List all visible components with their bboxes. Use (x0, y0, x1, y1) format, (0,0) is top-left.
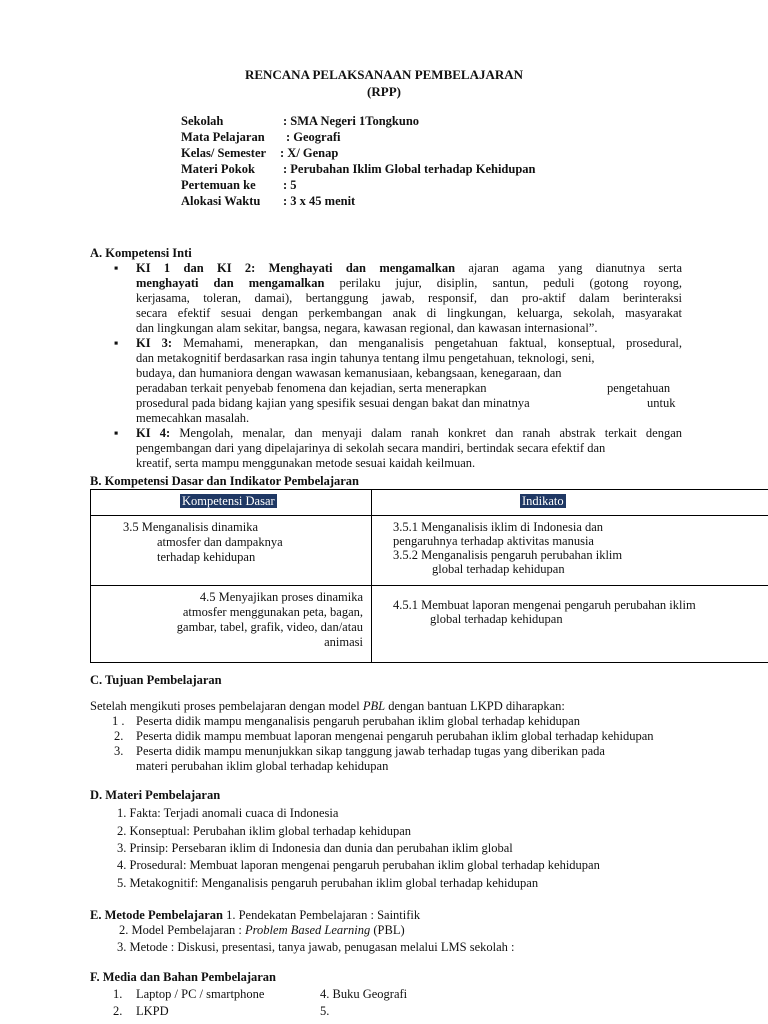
kd-3-5-line3: terhadap kehidupan (157, 550, 256, 564)
identity-value-time: : 3 x 45 menit (283, 194, 356, 208)
identity-value-subject: : Geografi (286, 130, 341, 144)
bullet-ki3: ▪ (114, 336, 119, 350)
document-title: RENCANA PELAKSANAAN PEMBELAJARAN (244, 67, 524, 82)
goal-3-text: Peserta didik mampu menunjukkan sikap tanggung jawab terhadap tugas yang diberikan pada (136, 744, 605, 758)
section-c-intro: Setelah mengikuti proses pembelajaran dengan model PBL dengan bantuan LKPD diharapkan: (90, 699, 565, 713)
section-a-heading: A. Kompetensi Inti (90, 246, 192, 260)
ki1-line1: KI 1 dan KI 2: Menghayati dan mengamalkan ajaran agama yang dianutnya serta (136, 261, 682, 275)
ki1-line3: kerjasama, toleran, damai), bertanggung jawab, responsif, dan pro-aktif dalam berinteraksi (136, 291, 682, 305)
ki3-line1: KI 3: Memahami, menerapkan, dan menganalisis pengetahuan faktual, konseptual, prosedural, (136, 336, 682, 350)
ki4-line2: pengembangan dari yang dipelajarinya di sekolah secara mandiri, bertindak secara efektif dan (136, 441, 606, 455)
document-subtitle: (RPP) (367, 84, 401, 99)
header-kompetensi-dasar: Kompetensi Dasar (182, 494, 275, 508)
section-f-heading: F. Media dan Bahan Pembelajaran (90, 970, 277, 984)
ind-3-5-1-line1: 3.5.1 Menganalisis iklim di Indonesia dan (393, 520, 604, 534)
ki1-line5: dan lingkungan alam sekitar, bangsa, negara, kawasan regional, dan kawasan internasional”. (136, 321, 598, 335)
materi-item-1: 1. Fakta: Terjadi anomali cuaca di Indonesia (117, 806, 339, 820)
ind-3-5-2-line2: global terhadap kehidupan (432, 562, 565, 576)
kd-3-5-line2: atmosfer dan dampaknya (157, 535, 283, 549)
materi-item-3: 3. Prinsip: Persebaran iklim di Indonesia dan dunia dan perubahan iklim global (117, 841, 513, 855)
section-b-heading: B. Kompetensi Dasar dan Indikator Pembelajaran (90, 474, 360, 488)
ki3-line5b: untuk (647, 396, 676, 410)
media-1-left: Laptop / PC / smartphone (136, 987, 265, 1001)
identity-label-meeting: Pertemuan ke (181, 178, 256, 192)
materi-item-5: 5. Metakognitif: Menganalisis pengaruh perubahan iklim global terhadap kehidupan (117, 876, 539, 890)
ki1-line2: menghayati dan mengamalkan perilaku jujur, disiplin, santun, peduli (gotong royong, (136, 276, 683, 290)
ki3-line5a: prosedural pada bidang kajian yang spesifik sesuai dengan bakat dan minatnya (136, 396, 530, 410)
metode-item-3: 3. Metode : Diskusi, presentasi, tanya jawab, penugasan melalui LMS sekolah : (117, 940, 515, 954)
materi-item-4: 4. Prosedural: Membuat laporan mengenai pengaruh perubahan iklim global terhadap kehidupan (117, 858, 600, 872)
materi-item-2: 2. Konseptual: Perubahan iklim global terhadap kehidupan (117, 824, 412, 838)
ki1-line4: secara efektif sesuai dengan perkembangan anak di lingkungan, keluarga, sekolah, masyarakat (136, 306, 682, 320)
media-2-right: 5. (320, 1004, 330, 1018)
identity-value-class: : X/ Genap (280, 146, 339, 160)
section-d-heading: D. Materi Pembelajaran (90, 788, 221, 802)
ki3-line4b: pengetahuan (607, 381, 671, 395)
goal-2-text: Peserta didik mampu membuat laporan mengenai pengaruh perubahan iklim global terhadap kehidupan (136, 729, 654, 743)
identity-label-class: Kelas/ Semester (181, 146, 267, 160)
identity-label-topic: Materi Pokok (181, 162, 255, 176)
ind-3-5-1-line2: pengaruhnya terhadap aktivitas manusia (393, 534, 594, 548)
identity-value-topic: : Perubahan Iklim Global terhadap Kehidupan (283, 162, 536, 176)
bullet-ki4: ▪ (114, 426, 119, 440)
goal-2-num: 2. (114, 729, 124, 743)
kompetensi-table (90, 489, 768, 663)
ki3-line4a: peradaban terkait penyebab fenomena dan kejadian, serta menerapkan (136, 381, 487, 395)
kd-4-5-line2: atmosfer menggunakan peta, bagan, (182, 605, 363, 619)
ki3-line3: budaya, dan humaniora dengan wawasan kemanusiaan, kebangsaan, kenegaraan, dan (136, 366, 562, 380)
goal-1-num: 1 . (112, 714, 125, 728)
table-header-row (91, 490, 768, 516)
table-row (91, 586, 768, 663)
media-1-num: 1. (113, 987, 123, 1001)
ind-4-5-1-line2: global terhadap kehidupan (430, 612, 563, 626)
kd-4-5-line4: animasi (324, 635, 363, 649)
ind-4-5-1-line1: 4.5.1 Membuat laporan mengenai pengaruh perubahan iklim (393, 598, 696, 612)
metode-item-2: 2. Model Pembelajaran : Problem Based Learning (PBL) (119, 923, 405, 937)
identity-label-school: Sekolah (181, 114, 224, 128)
identity-label-time: Alokasi Waktu (181, 194, 261, 208)
identity-label-subject: Mata Pelajaran (181, 130, 265, 144)
bullet-ki1: ▪ (114, 261, 119, 275)
media-1-right: 4. Buku Geografi (320, 987, 408, 1001)
identity-value-meeting: : 5 (283, 178, 297, 192)
ki4-line1: KI 4: Mengolah, menalar, dan menyaji dalam ranah konkret dan ranah abstrak terkait dengan (136, 426, 682, 440)
ki4-line3: kreatif, serta mampu menggunakan metode sesuai kaidah keilmuan. (136, 456, 476, 470)
kd-3-5-line1: 3.5 Menganalisis dinamika (123, 520, 259, 534)
media-2-left: LKPD (136, 1004, 169, 1018)
ki3-line6: memecahkan masalah. (136, 411, 250, 425)
goal-3-cont: materi perubahan iklim global terhadap kehidupan (136, 759, 389, 773)
kd-4-5-line1: 4.5 Menyajikan proses dinamika (199, 590, 363, 604)
section-e-heading: E. Metode Pembelajaran 1. Pendekatan Pembelajaran : Saintifik (90, 908, 421, 922)
identity-value-school: : SMA Negeri 1Tongkuno (283, 114, 420, 128)
header-indikator: Indikato (522, 494, 564, 508)
metode-item-1: 1. Pendekatan Pembelajaran : Saintifik (226, 908, 421, 922)
goal-1-text: Peserta didik mampu menganalisis pengaruh perubahan iklim global terhadap kehidupan (136, 714, 580, 728)
goal-3-num: 3. (114, 744, 124, 758)
table-row (91, 516, 768, 586)
kd-4-5-line3: gambar, tabel, grafik, video, dan/atau (176, 620, 363, 634)
ki3-line2: dan metakognitif berdasarkan rasa ingin tahunya tentang ilmu pengetahuan, teknologi, seni, (136, 351, 595, 365)
ind-3-5-2-line1: 3.5.2 Menganalisis pengaruh perubahan iklim (393, 548, 623, 562)
media-2-num: 2. (113, 1004, 123, 1018)
section-c-heading: C. Tujuan Pembelajaran (90, 673, 222, 687)
